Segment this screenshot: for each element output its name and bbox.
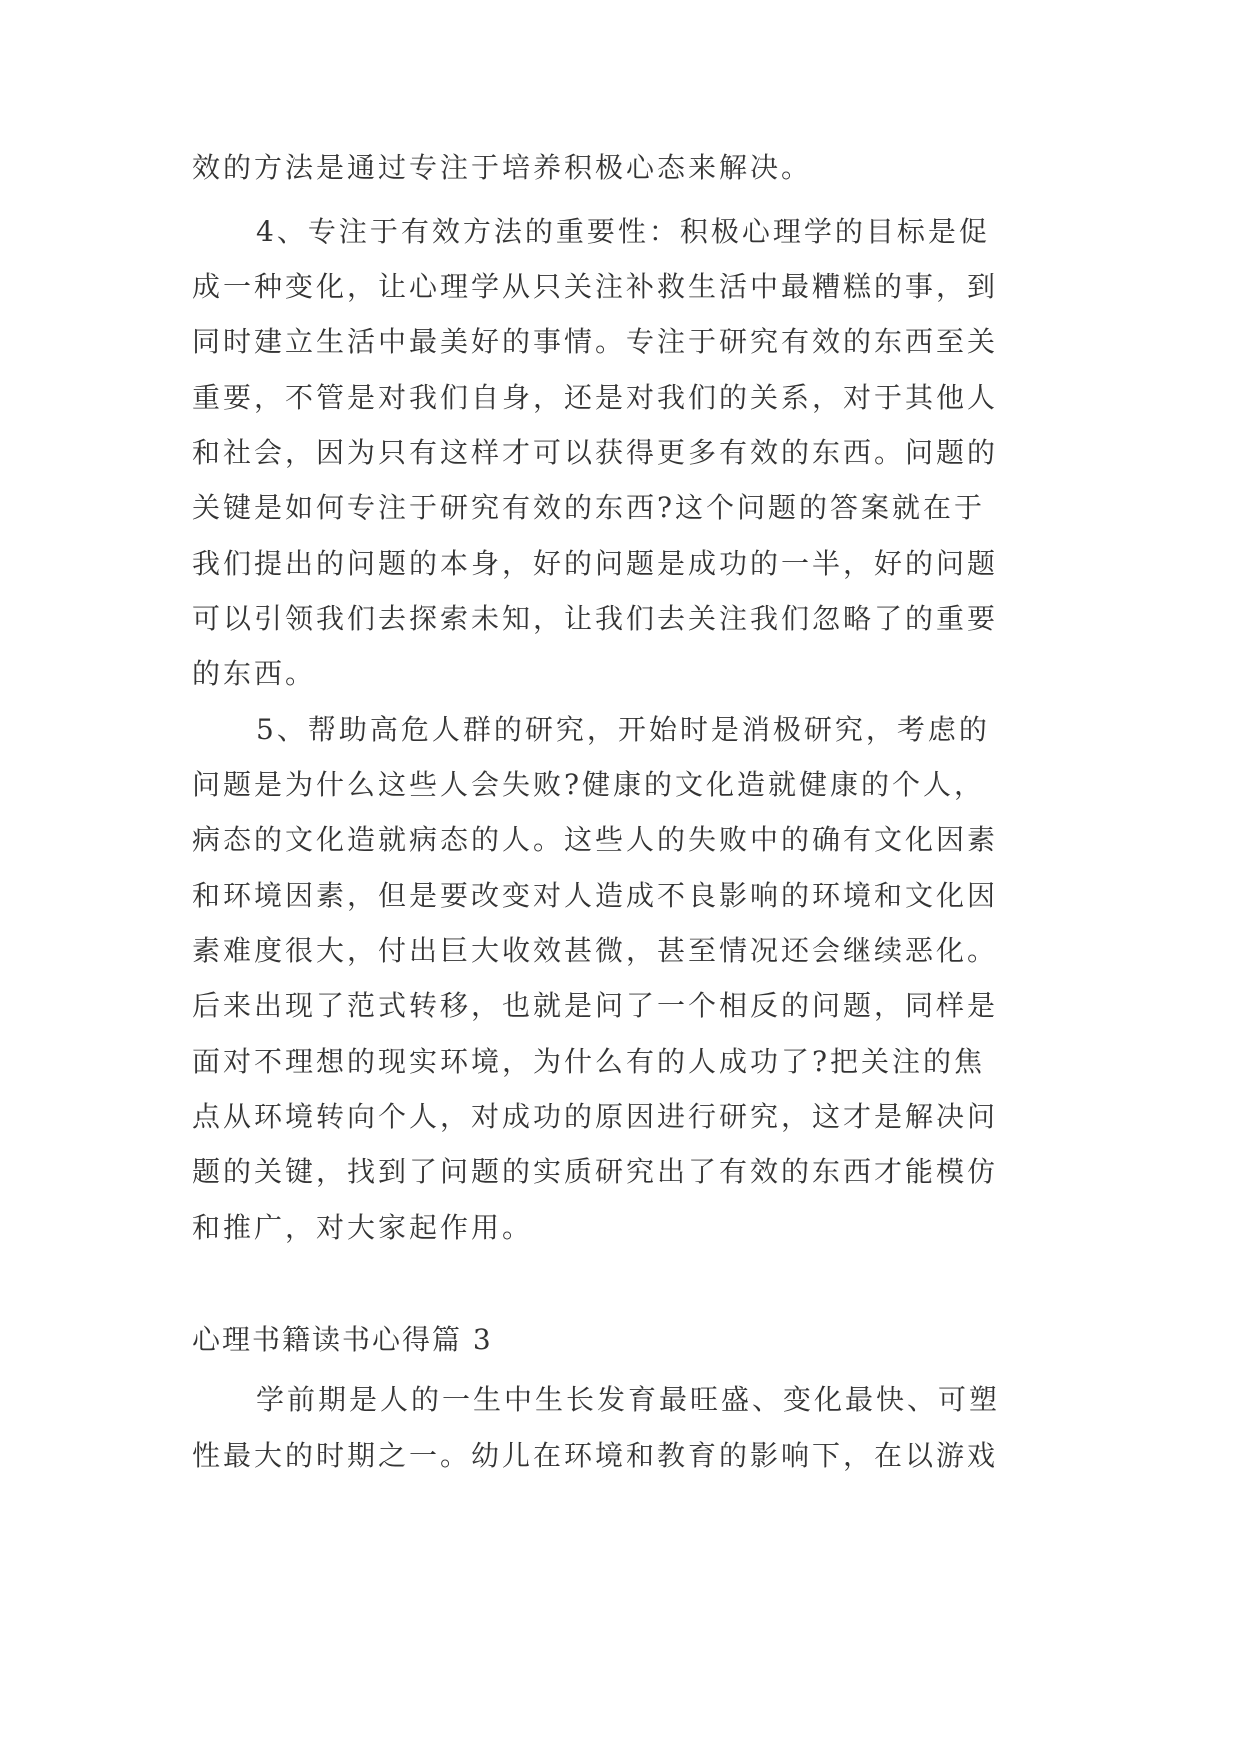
- text-line: 问题是为什么这些人会失败?健康的文化造就健康的个人，: [192, 768, 986, 801]
- text-line: 后来出现了范式转移，也就是问了一个相反的问题，同样是: [192, 989, 999, 1022]
- text-line: 的东西。: [192, 657, 317, 690]
- text-line: 可以引领我们去探索未知，让我们去关注我们忽略了的重要: [192, 602, 999, 635]
- text-line: 同时建立生活中最美好的事情。专注于研究有效的东西至关: [192, 325, 999, 358]
- section-heading: 心理书籍读书心得篇 3: [192, 1323, 493, 1356]
- text-line: 点从环境转向个人，对成功的原因进行研究，这才是解决问: [192, 1100, 999, 1133]
- text-line: 学前期是人的一生中生长发育最旺盛、变化最快、可塑: [256, 1383, 1001, 1416]
- text-line: 病态的文化造就病态的人。这些人的失败中的确有文化因素: [192, 823, 999, 856]
- text-line: 关键是如何专注于研究有效的东西?这个问题的答案就在于: [192, 491, 986, 524]
- text-line: 和推广，对大家起作用。: [192, 1211, 534, 1244]
- text-line: 5、帮助高危人群的研究，开始时是消极研究，考虑的: [256, 713, 990, 746]
- text-line: 性最大的时期之一。幼儿在环境和教育的影响下，在以游戏: [192, 1439, 999, 1472]
- text-line: 素难度很大，付出巨大收效甚微，甚至情况还会继续恶化。: [192, 934, 999, 967]
- text-line: 成一种变化，让心理学从只关注补救生活中最糟糕的事，到: [192, 270, 999, 303]
- text-line: 和社会，因为只有这样才可以获得更多有效的东西。问题的: [192, 436, 999, 469]
- text-line: 效的方法是通过专注于培养积极心态来解决。: [192, 151, 813, 184]
- text-line: 4、专注于有效方法的重要性：积极心理学的目标是促: [256, 215, 990, 248]
- text-line: 面对不理想的现实环境，为什么有的人成功了?把关注的焦: [192, 1045, 986, 1078]
- text-line: 重要，不管是对我们自身，还是对我们的关系，对于其他人: [192, 381, 999, 414]
- text-line: 和环境因素，但是要改变对人造成不良影响的环境和文化因: [192, 879, 999, 912]
- text-line: 题的关键，找到了问题的实质研究出了有效的东西才能模仿: [192, 1155, 999, 1188]
- text-line: 我们提出的问题的本身，好的问题是成功的一半，好的问题: [192, 547, 999, 580]
